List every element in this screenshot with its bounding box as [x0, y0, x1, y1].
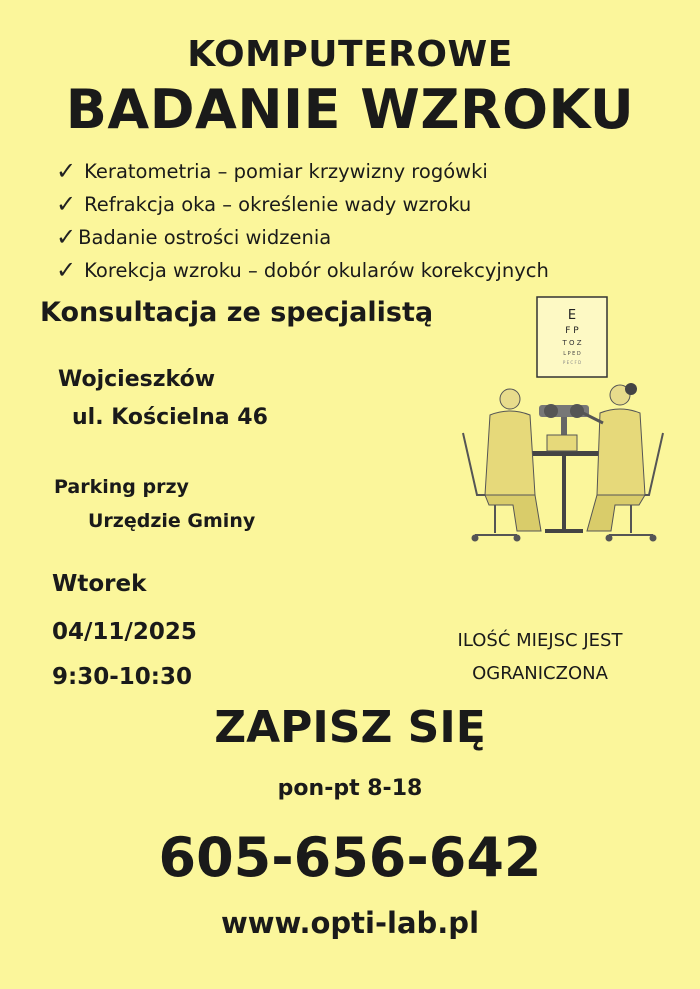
check-icon: ✓	[56, 157, 77, 185]
notice-line-2: OGRANICZONA	[472, 663, 608, 684]
service-text: Korekcja wzroku – dobór okularów korekcyjnych	[84, 259, 549, 282]
signup-heading: ZAPISZ SIĘ	[214, 702, 486, 753]
list-item	[56, 254, 549, 287]
address-street: ul. Kościelna 46	[72, 405, 268, 430]
parking-line-1: Parking przy	[54, 476, 189, 498]
service-text: Keratometria – pomiar krzywizny rogówki	[84, 160, 488, 183]
consultation-heading: Konsultacja ze specjalistą	[40, 297, 434, 328]
list-item	[56, 155, 549, 188]
office-hours: pon-pt 8-18	[277, 776, 423, 801]
title-line-2: BADANIE WZROKU	[65, 78, 635, 141]
eye-chart-row: E	[567, 308, 577, 323]
check-icon: ✓	[56, 256, 77, 284]
optometrist-icon	[583, 383, 645, 531]
list-item	[56, 188, 549, 221]
eye-exam-illustration	[455, 295, 675, 555]
website-url: www.opti-lab.pl	[220, 906, 480, 940]
eye-chart-icon	[537, 297, 607, 377]
notice-line-1: ILOŚĆ MIEJSC JEST	[457, 630, 623, 651]
services-list	[56, 155, 549, 287]
eye-chart-row: T O Z	[562, 339, 582, 347]
check-icon: ✓	[56, 223, 77, 251]
eye-chart-row: P E C F D	[562, 360, 582, 365]
limited-seats-notice	[425, 624, 655, 690]
service-text: Refrakcja oka – określenie wady wzroku	[84, 193, 472, 216]
address-city: Wojcieszków	[58, 367, 216, 392]
check-icon: ✓	[56, 190, 77, 218]
eye-chart-row: F P	[565, 326, 579, 336]
schedule-time: 9:30-10:30	[52, 664, 192, 690]
eye-chart-row: L P E D	[563, 351, 581, 357]
title-line-1: KOMPUTEROWE	[187, 34, 513, 75]
schedule-date: 04/11/2025	[52, 619, 197, 645]
patient-icon	[485, 389, 541, 531]
phoropter-icon	[539, 404, 589, 451]
phone-number: 605-656-642	[158, 826, 542, 889]
list-item	[56, 221, 549, 254]
service-text: Badanie ostrości widzenia	[78, 226, 332, 249]
parking-line-2: Urzędzie Gminy	[88, 510, 256, 532]
schedule-day: Wtorek	[52, 571, 147, 597]
